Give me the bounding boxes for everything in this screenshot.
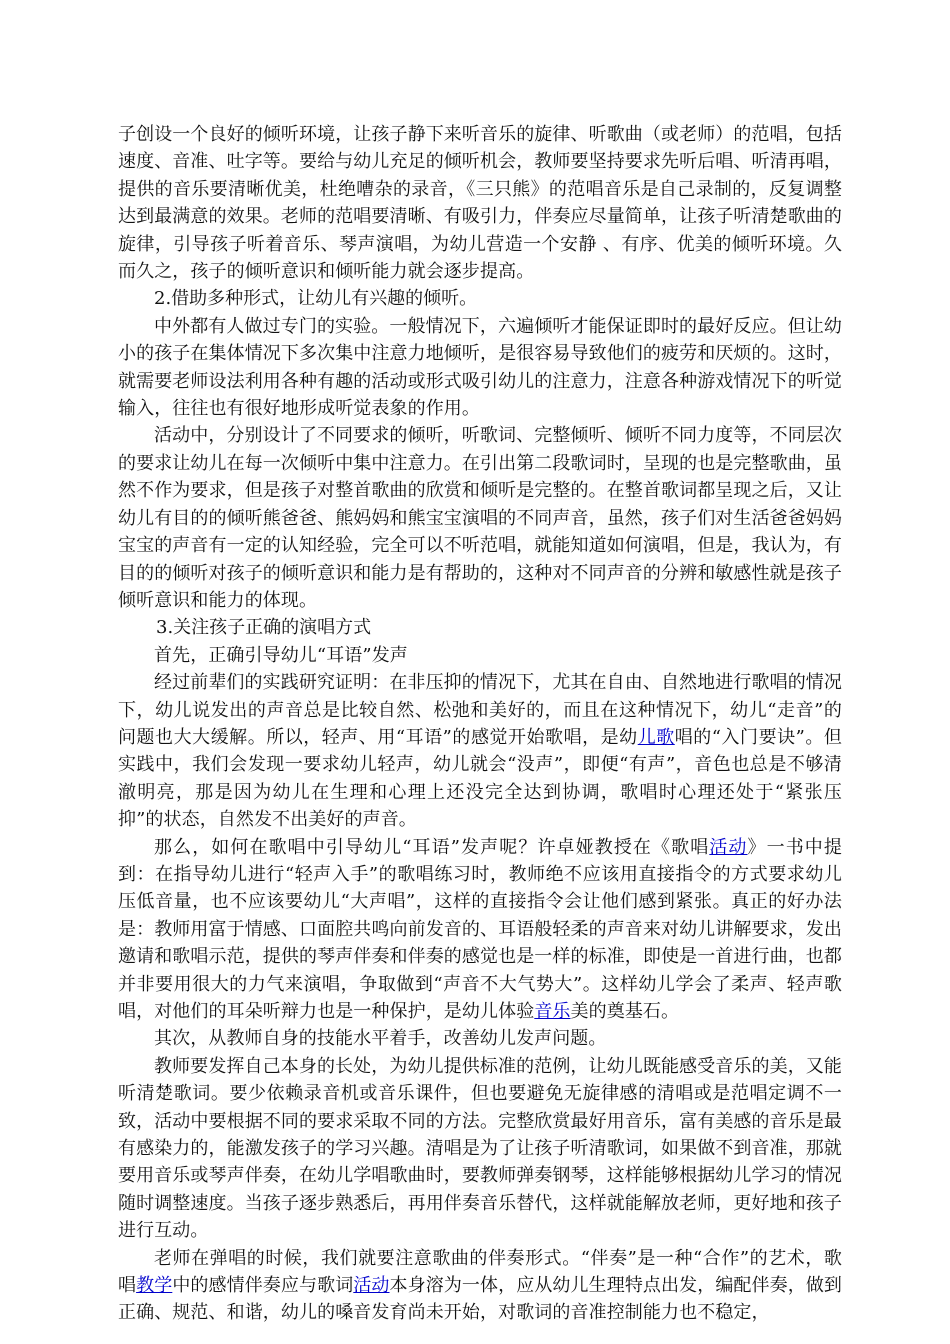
document-page	[118, 121, 842, 1327]
text-segment: 老师在弹唱的时候，我们就要注意歌曲的伴奏形式。“伴奏”是一种“合作”的艺术，歌唱	[118, 1247, 842, 1297]
text-segment: 那么，如何在歌唱中引导幼儿“耳语”发声呢？许卓娅教授在《歌唱	[154, 836, 710, 858]
paragraph-second-teacher-skill: 其次，从教师自身的技能水平着手，改善幼儿发声问题。	[154, 1028, 607, 1050]
paragraph-practice-research	[118, 669, 842, 833]
text-segment: 经过前辈们的实践研究证明：在非压抑的情况下，尤其在自由、自然地进行歌唱的情况下，幼儿说发出的声音总是比较自然、松弛和美好的，而且在这种情况下，幼儿“走音”的问题也大大缓解。所以，轻声、用“耳语”的感觉开始歌唱，是幼	[118, 672, 842, 748]
section-heading-2: 2.借助多种形式，让幼儿有兴趣的倾听。	[154, 288, 478, 310]
paragraph-activity-listening: 活动中，分别设计了不同要求的倾听，听歌词、完整倾听、倾听不同力度等，不同层次的要求让幼儿在每一次倾听中集中注意力。在引出第二段歌词时，呈现的也是完整歌曲，虽然不作为要求，但是孩子对整首歌曲的欣赏和倾听是完整的。在整首歌词都呈现之后，又让幼儿有目的的倾听熊爸爸、熊妈妈和熊宝宝演唱的不同声音，虽然，孩子们对生活爸爸妈妈宝宝的声音有一定的认知经验，完全可以不听范唱，就能知道如何演唱，但是，我认为，有目的的倾听对孩子的倾听意识和能力是有帮助的，这种对不同声音的分辨和敏感性就是孩子倾听意识和能力的体现。	[118, 425, 842, 611]
link-children-song[interactable]: 儿歌	[637, 726, 675, 748]
link-activity-2[interactable]: 活动	[353, 1275, 390, 1297]
text-segment: 》一书中提到：在指导幼儿进行“轻声入手”的歌唱练习时，教师绝不应该用直接指令的方式要求幼儿压低音量，也不应该要幼儿“大声唱”，这样的直接指令会让他们感到紧张。真正的好办法是：教师用富于情感、口面腔共鸣向前发音的、耳语般轻柔的声音来对幼儿讲解要求，发出邀请和歌唱示范，提供的琴声伴奏和伴奏的感觉也是一样的标准，即使是一首进行曲，也都并非要用很大的力气来演唱，争取做到“声音不大气势大”。这样幼儿学会了柔声、轻声歌唱，对他们的耳朵听辩力也是一种保护，是幼儿体验	[118, 836, 843, 1022]
paragraph-accompaniment	[118, 1245, 842, 1327]
link-teaching[interactable]: 教学	[136, 1275, 173, 1297]
text-segment: 中的感情伴奏应与歌词	[172, 1275, 354, 1297]
paragraph-how-to-guide	[118, 834, 842, 1026]
text-segment: 美的奠基石。	[570, 1001, 680, 1022]
link-activity[interactable]: 活动	[709, 836, 748, 858]
paragraph-experiment: 中外都有人做过专门的实验。一般情况下，六遍倾听才能保证即时的最好反应。但让幼小的孩子在集体情况下多次集中注意力地倾听，是很容易导致他们的疲劳和厌烦的。这时，就需要老师设法利用各种有趣的活动或形式吸引幼儿的注意力，注意各种游戏情况下的听觉输入，往往也有很好地形成听觉表象的作用。	[118, 315, 842, 420]
paragraph-teacher-example: 教师要发挥自己本身的长处，为幼儿提供标准的范例，让幼儿既能感受音乐的美，又能听清楚歌词。要少依赖录音机或音乐课件，但也要避免无旋律感的清唱或是范唱定调不一致，活动中要根据不同的要求采取不同的方法。完整欣赏最好用音乐，富有美感的音乐是最有感染力的，能激发孩子的学习兴趣。清唱是为了让孩子听清歌词，如果做不到音准，那就要用音乐或琴声伴奏，在幼儿学唱歌曲时，要教师弹奏钢琴，这样能够根据幼儿学习的情况随时调整速度。当孩子逐步熟悉后，再用伴奏音乐替代，这样就能解放老师，更好地和孩子进行互动。	[118, 1055, 842, 1242]
text-segment: 唱的“入门要诀”。但实践中，我们会发现一要求幼儿轻声，幼儿就会“没声”，即便“有声”，音色也总是不够清澈明亮，那是因为幼儿在生理和心理上还没完全达到协调，歌唱时心理还处于“紧张压抑”的状态，自然发不出美好的声音。	[118, 726, 842, 831]
section-heading-3: 3.关注孩子正确的演唱方式	[156, 617, 372, 639]
link-music[interactable]: 音乐	[534, 1001, 571, 1022]
text-segment: 本身溶为一体，应从幼儿生理特点出发，编配伴奏，做到正确、规范、和谐，幼儿的嗓音发育尚未开始，对歌词的音准控制能力也不稳定，	[118, 1275, 843, 1324]
paragraph-listening-environment: 子创设一个良好的倾听环境，让孩子静下来听音乐的旋律、听歌曲（或老师）的范唱，包括速度、音准、吐字等。要给与幼儿充足的倾听机会，教师要坚持要求先听后唱、听清再唱，提供的音乐要清晰优美，杜绝嘈杂的录音，《三只熊》的范唱音乐是自己录制的，反复调整达到最满意的效果。老师的范唱要清晰、有吸引力，伴奏应尽量简单，让孩子听清楚歌曲的旋律，引导孩子听着音乐、琴声演唱，为幼儿营造一个安静 、有序、优美的倾听环境。久而久之，孩子的倾听意识和倾听能力就会逐步提高。	[118, 124, 842, 283]
paragraph-first-whisper: 首先，正确引导幼儿“耳语”发声	[154, 644, 408, 666]
